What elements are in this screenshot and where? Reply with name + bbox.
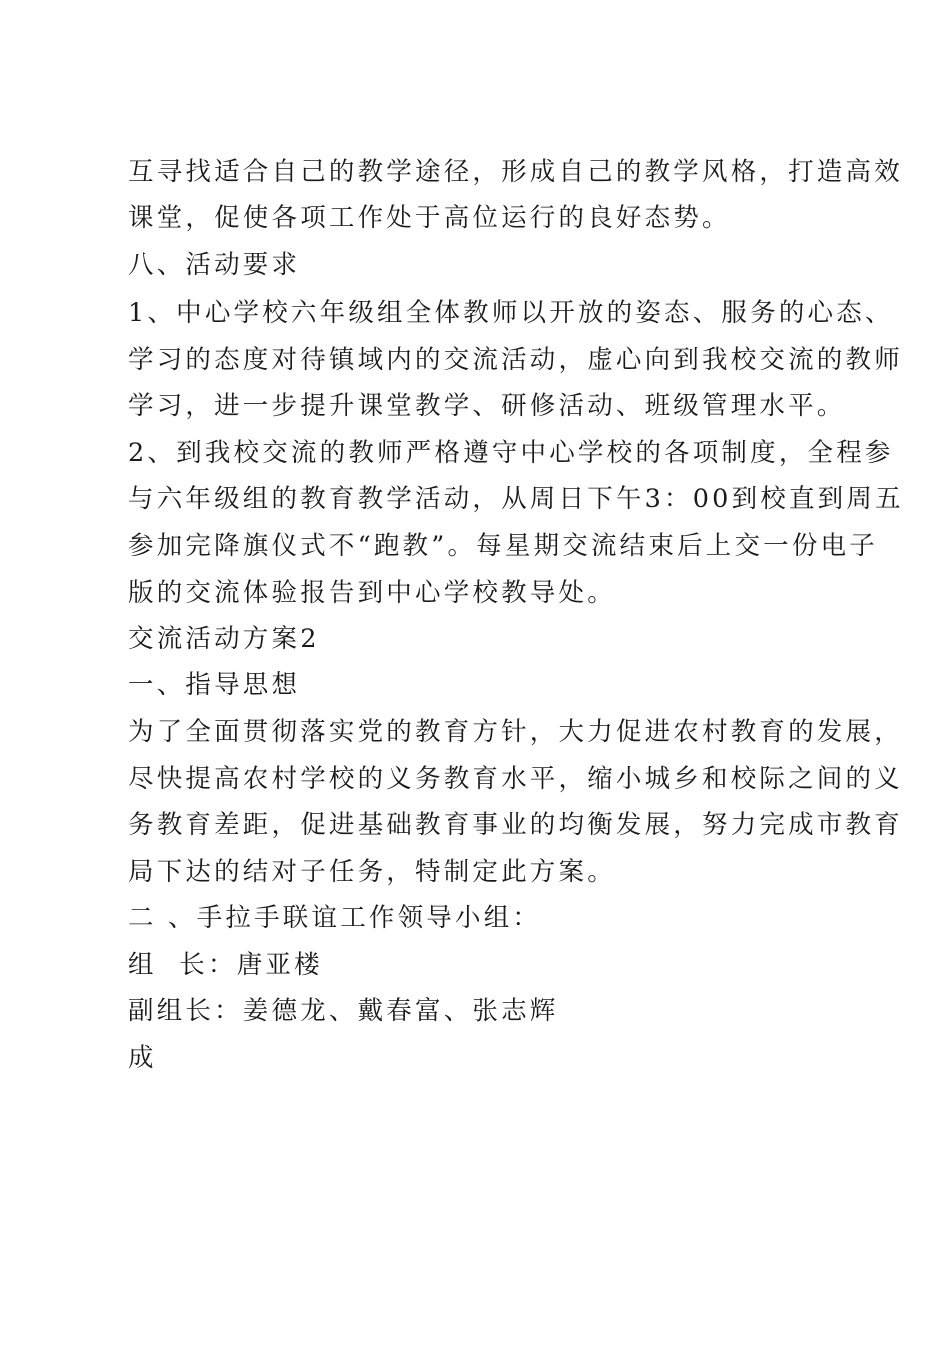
text-line: 与六年级组的教育教学活动，从周日下午3：00到校直到周五 <box>128 484 904 514</box>
section-heading: 一、指导思想 <box>128 670 301 700</box>
document-subtitle: 交流活动方案2 <box>128 624 320 654</box>
text-line: 版的交流体验报告到中心学校教导处。 <box>128 578 616 608</box>
leader-line: 组 长：唐亚楼 <box>128 950 323 980</box>
text-line: 参加完降旗仪式不“跑教”。每星期交流结束后上交一份电子 <box>128 531 878 561</box>
text-line: 学习的态度对待镇域内的交流活动，虚心向到我校交流的教师 <box>128 345 903 375</box>
deputy-leader-line: 副组长：姜德龙、戴春富、张志辉 <box>128 996 559 1026</box>
text-line: 务教育差距，促进基础教育事业的均衡发展，努力完成市教育 <box>128 810 903 840</box>
text-line: 为了全面贯彻落实党的教育方针，大力促进农村教育的发展， <box>128 717 903 747</box>
text-line: 2、到我校交流的教师严格遵守中心学校的各项制度，全程参 <box>128 438 894 468</box>
section-heading: 二 、手拉手联谊工作领导小组： <box>128 903 542 933</box>
text-line: 学习，进一步提升课堂教学、研修活动、班级管理水平。 <box>128 391 846 421</box>
text-line: 互寻找适合自己的教学途径，形成自己的教学风格，打造高效 <box>128 157 903 187</box>
text-line: 课堂，促使各项工作处于高位运行的良好态势。 <box>128 203 731 233</box>
section-heading: 八、活动要求 <box>128 250 301 280</box>
text-line: 1、中心学校六年级组全体教师以开放的姿态、服务的心态、 <box>128 298 894 328</box>
text-line: 尽快提高农村学校的义务教育水平，缩小城乡和校际之间的义 <box>128 764 903 794</box>
text-line: 局下达的结对子任务，特制定此方案。 <box>128 857 616 887</box>
text-line: 成 <box>128 1043 157 1073</box>
